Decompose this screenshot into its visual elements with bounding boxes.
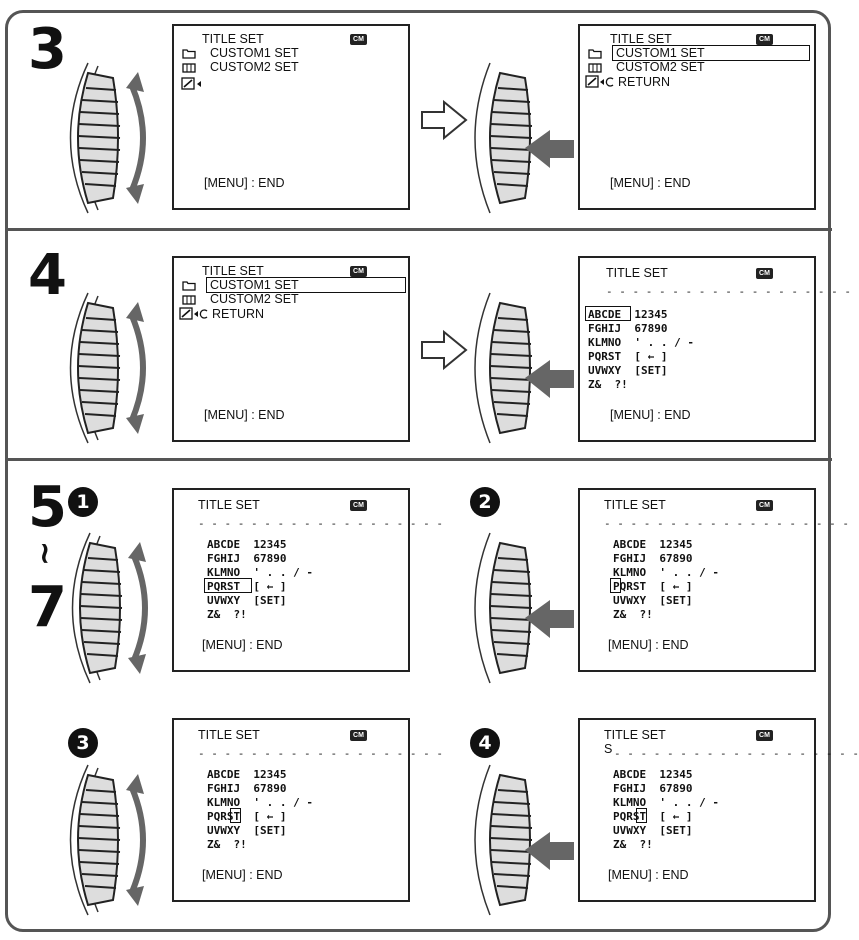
step-range-tilde: ~ [27, 540, 63, 567]
screen-title: TITLE SET [604, 728, 666, 742]
screen-title: TITLE SET [604, 498, 666, 512]
cm-badge: CM [756, 500, 773, 511]
jog-dial-icon [58, 760, 168, 920]
substep-3: 3 [68, 728, 98, 758]
step-number-5: 5 [28, 475, 65, 540]
folder-icon [182, 280, 196, 291]
menu-item-custom2[interactable]: CUSTOM2 SET [210, 292, 299, 306]
char-row[interactable]: ABCDE 12345 [588, 308, 668, 321]
char-row[interactable]: FGHIJ 67890 [207, 552, 287, 565]
menu-footer: [MENU] : END [204, 408, 285, 422]
char-row[interactable]: Z& ?! [588, 378, 628, 391]
menu-item-custom1[interactable]: CUSTOM1 SET [616, 46, 705, 60]
char-row[interactable]: PQRST [ ← ] [613, 580, 693, 593]
char-footer: [MENU] : END [610, 408, 691, 422]
char-row[interactable]: FGHIJ 67890 [613, 552, 693, 565]
char-row[interactable]: Z& ?! [207, 838, 247, 851]
folder-icon [588, 48, 602, 59]
step-number-3: 3 [28, 17, 65, 82]
char-row[interactable]: KLMNO ' . . / - [613, 796, 719, 809]
screen-title: TITLE SET [202, 32, 264, 46]
cm-badge: CM [756, 730, 773, 741]
jog-dial-press-icon [470, 58, 580, 218]
menu-screen [578, 24, 816, 210]
char-footer: [MENU] : END [202, 638, 283, 652]
substep-1: 1 [68, 487, 98, 517]
char-row[interactable]: FGHIJ 67890 [207, 782, 287, 795]
screen-title: TITLE SET [610, 32, 672, 46]
substep-4: 4 [470, 728, 500, 758]
screen-title: TITLE SET [202, 264, 264, 278]
jog-dial-press-icon [470, 528, 580, 688]
char-row[interactable]: Z& ?! [613, 838, 653, 851]
screen-title: TITLE SET [198, 498, 260, 512]
section-divider [6, 458, 832, 461]
char-screen [578, 718, 859, 902]
cm-badge: CM [350, 266, 367, 277]
char-row[interactable]: ABCDE 12345 [207, 768, 287, 781]
substep-2: 2 [470, 487, 500, 517]
char-screen [578, 256, 852, 442]
folder-icon [182, 48, 196, 59]
cm-badge: CM [350, 34, 367, 45]
char-footer: [MENU] : END [608, 638, 689, 652]
pencil-icon [181, 77, 203, 90]
jog-dial-press-icon [470, 760, 580, 920]
film-icon [182, 294, 196, 305]
cm-badge: CM [350, 730, 367, 741]
char-row[interactable]: KLMNO ' . . / - [588, 336, 694, 349]
screen-title: TITLE SET [606, 266, 668, 280]
char-row[interactable]: UVWXY [SET] [207, 824, 287, 837]
title-entry-line: - - - - - - - - - - - - - - - - - - - [614, 747, 859, 760]
title-entry-line: - - - - - - - - - - - - - - - - - - - [606, 285, 852, 298]
char-screen [172, 488, 444, 672]
step-number-7: 7 [28, 575, 65, 640]
cm-badge: CM [756, 34, 773, 45]
char-row[interactable]: UVWXY [SET] [613, 594, 693, 607]
char-row[interactable]: Z& ?! [613, 608, 653, 621]
film-icon [588, 62, 602, 73]
char-row[interactable]: KLMNO ' . . / - [207, 566, 313, 579]
char-row[interactable]: Z& ?! [207, 608, 247, 621]
char-row[interactable]: ABCDE 12345 [613, 538, 693, 551]
char-row[interactable]: KLMNO ' . . / - [613, 566, 719, 579]
next-arrow-icon [420, 100, 468, 140]
screen-title: TITLE SET [198, 728, 260, 742]
menu-footer: [MENU] : END [610, 176, 691, 190]
menu-screen [172, 24, 410, 210]
menu-item-custom1[interactable]: CUSTOM1 SET [210, 278, 299, 292]
char-footer: [MENU] : END [202, 868, 283, 882]
jog-dial-press-icon [470, 288, 580, 448]
char-screen [578, 488, 850, 672]
char-row[interactable]: FGHIJ 67890 [613, 782, 693, 795]
jog-dial-icon [58, 58, 168, 218]
char-row[interactable]: KLMNO ' . . / - [207, 796, 313, 809]
title-entry-line: - - - - - - - - - - - - - - - - - - - [198, 517, 444, 530]
menu-item-return[interactable]: RETURN [212, 307, 265, 321]
char-row[interactable]: FGHIJ 67890 [588, 322, 668, 335]
step-number-4: 4 [28, 243, 65, 308]
jog-dial-icon [60, 528, 170, 688]
char-row[interactable]: ABCDE 12345 [207, 538, 287, 551]
char-row[interactable]: PQRST [ ← ] [207, 810, 287, 823]
menu-item-return[interactable]: RETURN [618, 75, 671, 89]
char-row[interactable]: PQRST [ ← ] [207, 580, 287, 593]
char-row[interactable]: UVWXY [SET] [588, 364, 668, 377]
title-entry-line: - - - - - - - - - - - - - - - - - - - [198, 747, 444, 760]
pencil-icon [585, 75, 615, 89]
title-entry-line: - - - - - - - - - - - - - - - - - - - [604, 517, 850, 530]
menu-item-custom2[interactable]: CUSTOM2 SET [210, 60, 299, 74]
menu-footer: [MENU] : END [204, 176, 285, 190]
cm-badge: CM [350, 500, 367, 511]
char-row[interactable]: ABCDE 12345 [613, 768, 693, 781]
film-icon [182, 62, 196, 73]
char-row[interactable]: PQRST [ ← ] [588, 350, 668, 363]
next-arrow-icon [420, 330, 468, 370]
char-footer: [MENU] : END [608, 868, 689, 882]
menu-item-custom1[interactable]: CUSTOM1 SET [210, 46, 299, 60]
menu-screen [172, 256, 410, 442]
section-divider [6, 228, 832, 231]
char-screen [172, 718, 444, 902]
char-row[interactable]: UVWXY [SET] [613, 824, 693, 837]
cm-badge: CM [756, 268, 773, 279]
char-row[interactable]: UVWXY [SET] [207, 594, 287, 607]
jog-dial-icon [58, 288, 168, 448]
pencil-icon [179, 307, 209, 321]
typed-title-text: S [604, 742, 613, 756]
menu-item-custom2[interactable]: CUSTOM2 SET [616, 60, 705, 74]
char-row[interactable]: PQRST [ ← ] [613, 810, 693, 823]
